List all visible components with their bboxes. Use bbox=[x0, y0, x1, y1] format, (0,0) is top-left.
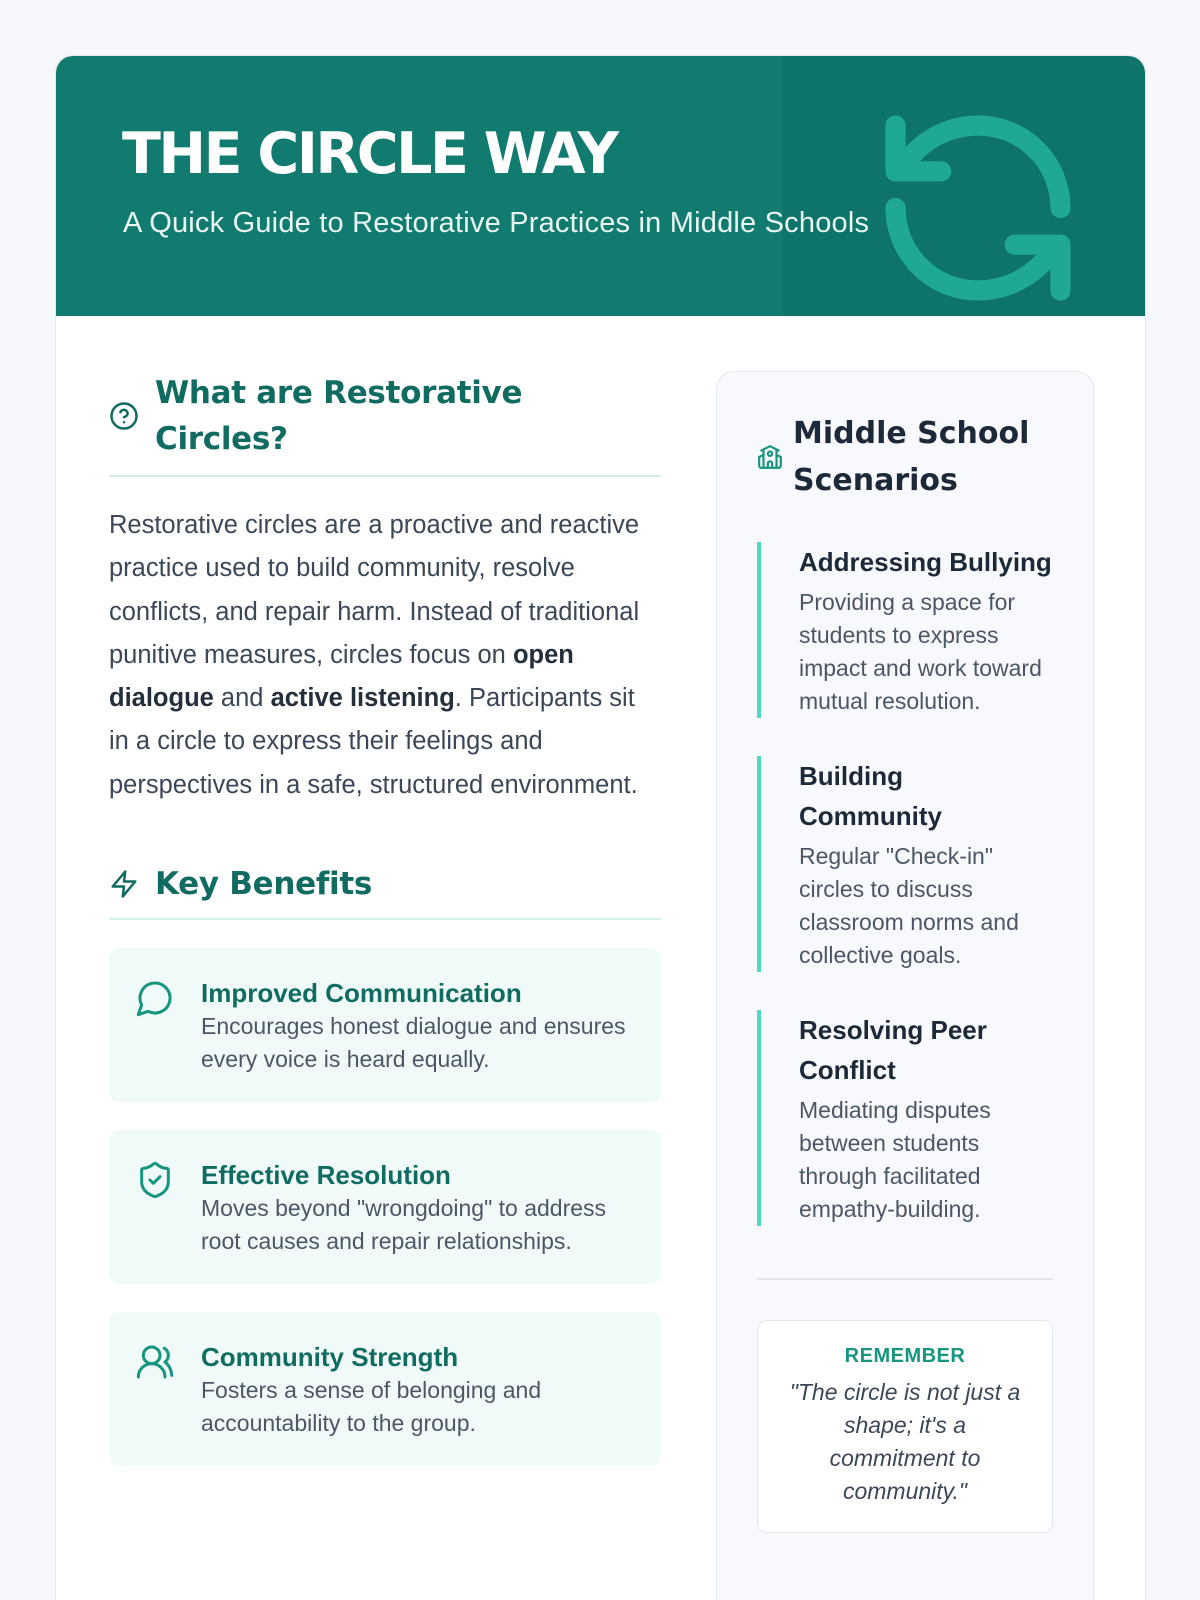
benefit-card bbox=[109, 948, 661, 1102]
emphasis-active-listening: active listening bbox=[270, 684, 455, 713]
scenario-title: Addressing Bullying bbox=[799, 547, 1052, 577]
intro-text: Restorative circles are a proactive and reactive practice used to build community, resolve conflicts, and repair harm. Instead of traditional punitive measures, circles focus on open dialogue and active listening. Participants sit in a circle to express their feelings and perspectives in a safe, structured environment. bbox=[109, 511, 640, 799]
guide-card bbox=[55, 55, 1146, 1600]
hero-banner bbox=[56, 56, 1145, 316]
scenario-title: Resolving Peer Conflict bbox=[799, 1015, 987, 1085]
intro-heading: What are Restorative Circles? bbox=[155, 375, 523, 457]
scenarios-section-header bbox=[757, 410, 1053, 504]
remember-label: REMEMBER bbox=[844, 1345, 966, 1367]
emphasis-open-dialogue: open dialogue bbox=[109, 640, 574, 713]
scenario-title: Building Community bbox=[799, 761, 942, 831]
sidebar-divider bbox=[757, 1278, 1053, 1280]
scenario-text: Providing a space for students to express impact and work toward mutual resolution. bbox=[799, 589, 1042, 714]
users-icon bbox=[135, 1342, 175, 1382]
refresh-circle-icon bbox=[868, 98, 1088, 316]
remember-callout bbox=[757, 1320, 1053, 1533]
lightning-icon bbox=[109, 869, 139, 899]
page-subtitle: A Quick Guide to Restorative Practices in Middle Schools bbox=[123, 207, 870, 239]
benefit-text: Encourages honest dialogue and ensures every voice is heard equally. bbox=[201, 1013, 626, 1073]
page-title: THE CIRCLE WAY bbox=[122, 121, 617, 187]
scenarios-heading: Middle School Scenarios bbox=[793, 416, 1030, 498]
main-column bbox=[109, 371, 661, 1466]
benefit-text: Fosters a sense of belonging and accountability to the group. bbox=[201, 1377, 542, 1437]
benefit-title: Effective Resolution bbox=[201, 1160, 451, 1191]
benefit-card bbox=[109, 1312, 661, 1466]
scenario-item bbox=[757, 1010, 1053, 1226]
benefit-title: Improved Communication bbox=[201, 978, 522, 1009]
remember-quote: "The circle is not just a shape; it's a commitment to community." bbox=[789, 1379, 1021, 1504]
benefit-text: Moves beyond "wrongdoing" to address root causes and repair relationships. bbox=[201, 1195, 607, 1255]
intro-section-header bbox=[109, 371, 661, 477]
scenario-text: Mediating disputes between students through facilitated empathy-building. bbox=[799, 1097, 991, 1222]
scenario-item bbox=[757, 756, 1053, 972]
question-circle-icon bbox=[109, 401, 139, 431]
chat-bubble-icon bbox=[135, 978, 175, 1018]
school-icon bbox=[757, 444, 783, 470]
benefit-title: Community Strength bbox=[201, 1342, 459, 1373]
scenario-text: Regular "Check-in" circles to discuss classroom norms and collective goals. bbox=[799, 843, 1019, 968]
scenario-item bbox=[757, 542, 1053, 718]
benefits-section-header bbox=[109, 860, 661, 920]
shield-check-icon bbox=[135, 1160, 175, 1200]
benefits-heading: Key Benefits bbox=[155, 866, 373, 903]
scenarios-sidebar bbox=[716, 371, 1094, 1600]
benefit-card bbox=[109, 1130, 661, 1284]
